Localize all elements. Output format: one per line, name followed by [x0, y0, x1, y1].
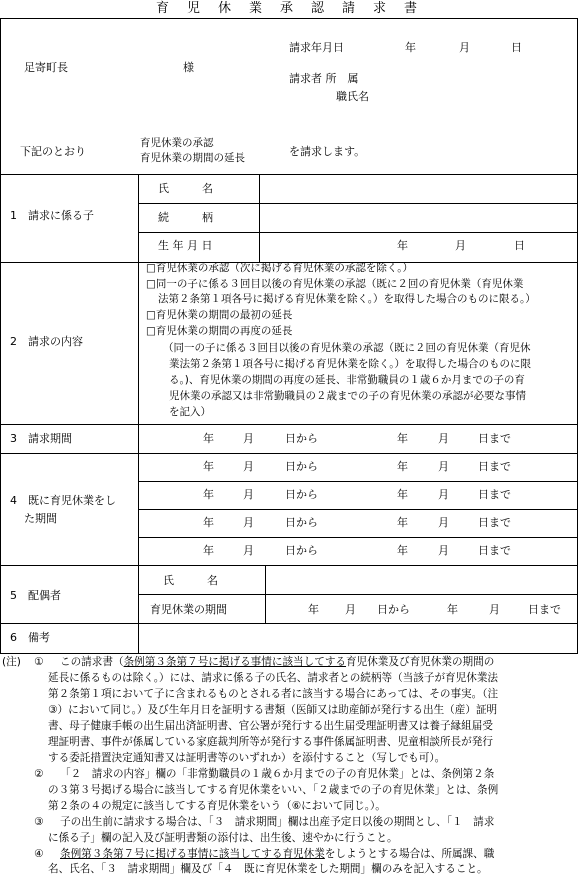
dob-month: 月: [455, 239, 466, 252]
content-line: □育児休業の期間の再度の延長: [146, 325, 293, 337]
note-2-line: 「２ 請求の内容」欄の「非常勤職員の１歳６か月までの子の育児休業」とは、条例第２条: [60, 768, 495, 780]
content-line: る。)、育児休業の期間の再度の延長、非常勤職員の１歳６か月までの子の育: [169, 374, 525, 386]
option-approval: 育児休業の承認: [140, 137, 214, 149]
requester-name-label: 職氏名: [336, 90, 369, 103]
content-line: 児休業の承認又は非常勤職員の２歳までの子の育児休業の承認が必要な事情: [169, 390, 526, 402]
note-1-line: ③）において同じ。）及び生年月日を証明する書類（医師又は助産師が発行する出生（産）証明: [48, 704, 498, 716]
date-day: 日: [511, 41, 522, 54]
requester-dept-label: 請求者 所 属: [289, 72, 359, 85]
note-1-line: この請求書（条例第３条第７号に掲げる事情に該当してする育児休業及び育児休業の期間の: [60, 656, 495, 668]
note-1-line: 第２条第１項において子に含まれるものとされる者に該当する場合にあっては、その事実。（注: [48, 688, 499, 700]
note-4-line: 条例第３条第７号に掲げる事情に該当してする育児休業をしようとする場合は、所属課、職: [60, 848, 495, 860]
note-2-line: の３第３号掲げる場合に該当してする育児休業をいい、「２歳までの子の育児休業」とは、条例: [48, 784, 499, 796]
note-num: ②: [34, 768, 44, 780]
sec1-label: 1 請求に係る子: [10, 209, 94, 222]
content-line: （同一の子に係る３回目以後の育児休業の承認（既に２回の育児休業（育児休: [163, 342, 531, 354]
content-line: □育児休業の期間の最初の延長: [146, 309, 293, 321]
note-num: ③: [34, 816, 44, 828]
sama-label: 様: [183, 61, 194, 74]
sec4-label-2: た期間: [24, 512, 57, 525]
sec3-label: 3 請求期間: [10, 432, 72, 445]
as-follows-label: 下記のとおり: [20, 145, 86, 158]
note-num: ①: [34, 656, 44, 668]
note-3-line: に係る子」欄の記入及び証明書類の添付は、出生後、速やかに行うこと。: [48, 832, 398, 844]
content-line: □育児休業の承認（次に掲げる育児休業の承認を除く。）: [146, 262, 413, 274]
content-line: 業法第２条第１項各号に掲げる育児休業を除く。）を取得した場合のものに限: [169, 358, 532, 370]
content-line: 法第２条第１項各号に掲げる育児休業を除く。）を取得した場合のものに限る。）: [158, 293, 536, 305]
request-date-label: 請求年月日: [289, 41, 344, 54]
child-name-label: 氏 名: [158, 182, 213, 195]
note-1-line: 延長に係るものは除く。）には、請求に係る子の氏名、請求者との続柄等（当該子が育児休業法: [48, 672, 499, 684]
notes-prefix: (注): [2, 656, 21, 668]
spouse-period-label: 育児休業の期間: [150, 603, 227, 616]
note-2-line: 第２条の４の規定に該当してする育児休業をいう（⑥において同じ。）。: [48, 800, 386, 812]
leave-request-form: 育児休業承認請求書 足寄町長 様 請求年月日 年 月 日 請求者 所 属 職氏名 下記のとおり 育児休業の承認 育児休業の期間の延長 を請求します。 1 請求に係る子 氏 名 続 柄 生 年 月 日 年 月 日 2 請求の内容 □育児休業の承認（次に掲げる育児休業の承認を除く。） □同一の子に係る３回目以後の育児休業の承認（既に２回の育児休業（育児休業 法第２条第１項各号に掲げる育児休業を除く。）を取得した場合のものに限る。） □育児休業の期間の最初の延長 □育児休業の期間の再度の延長 （同一の子に係る３回目以後の育児休業の承認（既に２回の育児休業（育児休 業法第２条第１項各号に掲げる育児休業を除く。）を取得した場合のものに限 る。)、育児休業の期間の再度の延長、非常勤職員の１歳６か月までの子の育 児休業の承認又は非常勤職員の２歳までの子の育児休業の承認が必要な事情 を記入） 3 請求期間 年 月 日から 年 月 日まで 4 既に育児休業をし た期間 年 月 日から 年 月 日まで 年 月 日から 年 月 日まで 年 月 日から 年 月 日まで 年 月 日から 年 月 日まで 5 配偶者 氏 名 育児休業の期間 年 月 日から 年 月 日まで 6 備考 (注) ① この請求書（条例第３条第７号に掲げる事情に該当してする育児休業及び育児休業の期間の 延長に係るものは除く。）には、請求に係る子の氏名、請求者との続柄等（当該子が育児休業法 第２条第１項において子に含まれるものとされる者に該当する場合にあっては、その事実。（注 ③）において同じ。）及び生年月日を証明する書類（医師又は助産師が発行する出生（産）証明 書、母子健康手帳の出生届出済証明書、官公署が発行する出生届受理証明書又は養子縁組届受 理証明書、事件が係属している家庭裁判所等が発行する事件係属証明書、児童相談所長が発行 する委託措置決定通知書又は証明書等のいずれか）を添付すること（写しでも可）。 ② 「２ 請求の内容」欄の「非常勤職員の１歳６か月までの子の育児休業」とは、条例第２条 の３第３号掲げる場合に該当してする育児休業をいい、「２歳までの子の育児休業」とは、条例 第２条の４の規定に該当してする育児休業をいう（⑥において同じ。）。 ③ 子の出生前に請求する場合は、「３ 請求期間」欄は出産予定日以後の期間とし、「１ 請求 に係る子」欄の記入及び証明書類の添付は、出生後、速やかに行うこと。 ④ 条例第３条第７号に掲げる事情に該当してする育児休業をしようとする場合は、所属課、職 名、氏名、「３ 請求期間」欄及び「４ 既に育児休業をした期間」欄のみを記入すること。: [0, 0, 578, 879]
content-line: □同一の子に係る３回目以後の育児休業の承認（既に２回の育児休業（育児休業: [146, 278, 524, 290]
note-1-line: 理証明書、事件が係属している家庭裁判所等が発行する事件係属証明書、児童相談所長が発行: [48, 736, 493, 748]
request-suffix: を請求します。: [289, 145, 366, 158]
spouse-name-label: 氏 名: [163, 574, 218, 587]
addressee: 足寄町長: [24, 61, 68, 74]
form-title: 育児休業承認請求書: [156, 1, 436, 16]
content-line: を記入）: [169, 406, 211, 418]
dob-day: 日: [514, 239, 525, 252]
note-1-line: する委託措置決定通知書又は証明書等のいずれか）を添付すること（写しでも可）。: [48, 752, 446, 764]
option-extension: 育児休業の期間の延長: [140, 152, 245, 164]
dob-year: 年: [397, 239, 408, 252]
sec6-label: 6 備考: [10, 631, 50, 644]
date-month: 月: [459, 41, 470, 54]
note-1-line: 書、母子健康手帳の出生届出済証明書、官公署が発行する出生届受理証明書又は養子縁組届受: [48, 720, 493, 732]
sec4-label: 4 既に育児休業をし: [10, 494, 116, 507]
sec2-label: 2 請求の内容: [10, 335, 83, 348]
note-3-line: 子の出生前に請求する場合は、「３ 請求期間」欄は出産予定日以後の期間とし、「１ 請求: [60, 816, 495, 828]
sec5-label: 5 配偶者: [10, 589, 61, 602]
child-relation-label: 続 柄: [158, 211, 213, 224]
note-4-line: 名、氏名、「３ 請求期間」欄及び「４ 既に育児休業をした期間」欄のみを記入すること。: [48, 863, 488, 875]
child-dob-label: 生 年 月 日: [158, 239, 213, 252]
note-num: ④: [34, 848, 44, 860]
date-year: 年: [405, 41, 416, 54]
